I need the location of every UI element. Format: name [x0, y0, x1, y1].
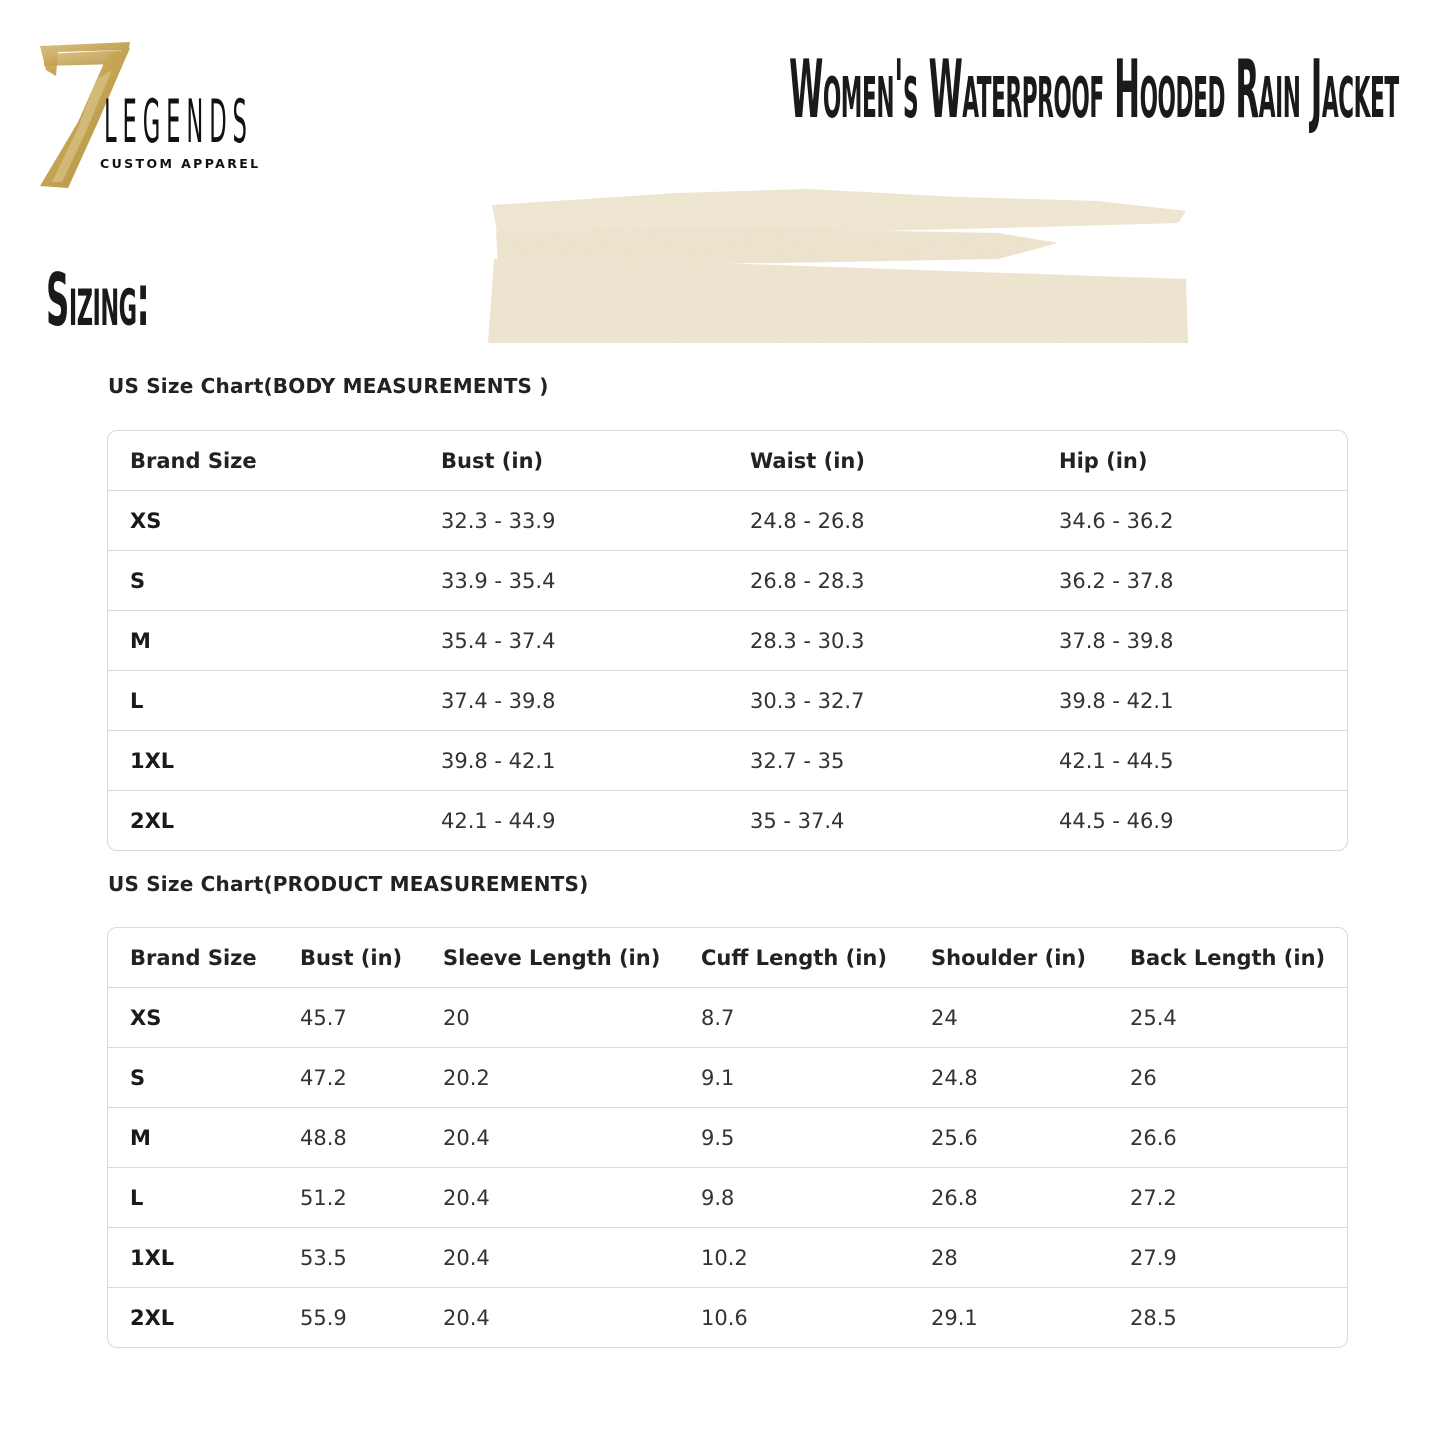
size-cell: 2XL — [130, 808, 175, 833]
table-cell: 27.9 — [1108, 1228, 1347, 1288]
table-cell: 35 - 37.4 — [750, 808, 845, 833]
table-cell: 25.4 — [1108, 988, 1347, 1048]
size-cell: 1XL — [108, 731, 419, 791]
table-cell: 20.4 — [421, 1228, 679, 1288]
table-cell: 24 — [909, 988, 1108, 1048]
table-cell: 51.2 — [278, 1168, 421, 1228]
table-cell: 28.3 - 30.3 — [728, 611, 1037, 671]
table-cell: 47.2 — [278, 1048, 421, 1108]
table-cell: 25.6 — [909, 1108, 1108, 1168]
table-row — [108, 611, 1347, 671]
table-cell: 32.3 - 33.9 — [419, 491, 728, 551]
table-cell: 37.4 - 39.8 — [419, 671, 728, 731]
table-cell: 35.4 - 37.4 — [419, 611, 728, 671]
table-cell: 9.5 — [679, 1108, 909, 1168]
table-cell: 55.9 — [300, 1305, 347, 1330]
table-cell: 28.5 — [1130, 1305, 1177, 1330]
section-label: Sizing: — [46, 258, 150, 342]
table-row — [108, 1108, 1347, 1168]
product-chart-heading: US Size Chart(PRODUCT MEASUREMENTS) — [108, 872, 589, 896]
logo-tagline: CUSTOM APPAREL — [100, 156, 261, 171]
table-cell: 37.8 - 39.8 — [1037, 611, 1347, 671]
table-cell: 10.6 — [701, 1305, 748, 1330]
column-header: Bust (in) — [419, 431, 728, 491]
table-cell: 20.4 — [421, 1108, 679, 1168]
body-chart-heading: US Size Chart(BODY MEASUREMENTS ) — [108, 374, 549, 398]
table-cell: 28 — [909, 1228, 1108, 1288]
column-header: Brand Size — [108, 431, 419, 491]
table-cell: 32.7 - 35 — [728, 731, 1037, 791]
table-cell: 36.2 - 37.8 — [1037, 551, 1347, 611]
column-header: Shoulder (in) — [909, 928, 1108, 988]
column-header: Cuff Length (in) — [679, 928, 909, 988]
table-header-row — [108, 431, 1347, 491]
column-header: Waist (in) — [728, 431, 1037, 491]
table-cell: 10.2 — [679, 1228, 909, 1288]
column-header: Sleeve Length (in) — [421, 928, 679, 988]
table-cell: 20.2 — [421, 1048, 679, 1108]
table-row — [108, 731, 1347, 791]
table-row — [108, 1168, 1347, 1228]
table-row — [108, 671, 1347, 731]
table-row — [108, 491, 1347, 551]
size-cell: S — [108, 551, 419, 611]
table-cell: 42.1 - 44.5 — [1037, 731, 1347, 791]
table-cell: 24.8 — [909, 1048, 1108, 1108]
table-cell: 45.7 — [278, 988, 421, 1048]
table-cell: 26.6 — [1108, 1108, 1347, 1168]
table-cell: 33.9 - 35.4 — [419, 551, 728, 611]
size-cell: 1XL — [108, 1228, 278, 1288]
table-row — [108, 1228, 1347, 1288]
size-cell: XS — [108, 491, 419, 551]
table-cell: 39.8 - 42.1 — [419, 731, 728, 791]
table-row — [108, 1048, 1347, 1108]
table-cell: 26.8 - 28.3 — [728, 551, 1037, 611]
table-cell: 53.5 — [278, 1228, 421, 1288]
table-cell: 24.8 - 26.8 — [728, 491, 1037, 551]
table-cell: 8.7 — [679, 988, 909, 1048]
size-cell: L — [108, 671, 419, 731]
table-cell: 29.1 — [931, 1305, 978, 1330]
logo-wordmark: LEGENDS — [104, 87, 253, 157]
size-cell: L — [108, 1168, 278, 1228]
column-header: Bust (in) — [278, 928, 421, 988]
table-cell: 20.4 — [421, 1168, 679, 1228]
table-row — [108, 1288, 1347, 1348]
table-header-row — [108, 928, 1347, 988]
table-cell: 44.5 - 46.9 — [1059, 808, 1174, 833]
page-title: Women's Waterproof Hooded Rain Jacket — [789, 43, 1399, 136]
product-measurements-table — [107, 927, 1348, 1348]
table-cell: 9.1 — [679, 1048, 909, 1108]
table-cell: 9.8 — [679, 1168, 909, 1228]
table-cell: 27.2 — [1108, 1168, 1347, 1228]
table-cell: 30.3 - 32.7 — [728, 671, 1037, 731]
table-row — [108, 791, 1347, 851]
size-cell: S — [108, 1048, 278, 1108]
column-header: Brand Size — [108, 928, 278, 988]
table-cell: 26.8 — [909, 1168, 1108, 1228]
size-cell: M — [108, 611, 419, 671]
table-cell: 26 — [1108, 1048, 1347, 1108]
column-header: Back Length (in) — [1108, 928, 1347, 988]
column-header: Hip (in) — [1037, 431, 1347, 491]
size-cell: 2XL — [130, 1305, 175, 1330]
body-measurements-table — [107, 430, 1348, 851]
size-cell: M — [108, 1108, 278, 1168]
table-cell: 39.8 - 42.1 — [1037, 671, 1347, 731]
table-cell: 48.8 — [278, 1108, 421, 1168]
table-row — [108, 988, 1347, 1048]
size-cell: XS — [108, 988, 278, 1048]
table-cell: 34.6 - 36.2 — [1037, 491, 1347, 551]
table-row — [108, 551, 1347, 611]
table-cell: 20.4 — [443, 1305, 490, 1330]
table-cell: 42.1 - 44.9 — [441, 808, 556, 833]
brand-logo — [38, 40, 261, 190]
brush-stroke-decoration — [478, 183, 1190, 345]
table-cell: 20 — [421, 988, 679, 1048]
